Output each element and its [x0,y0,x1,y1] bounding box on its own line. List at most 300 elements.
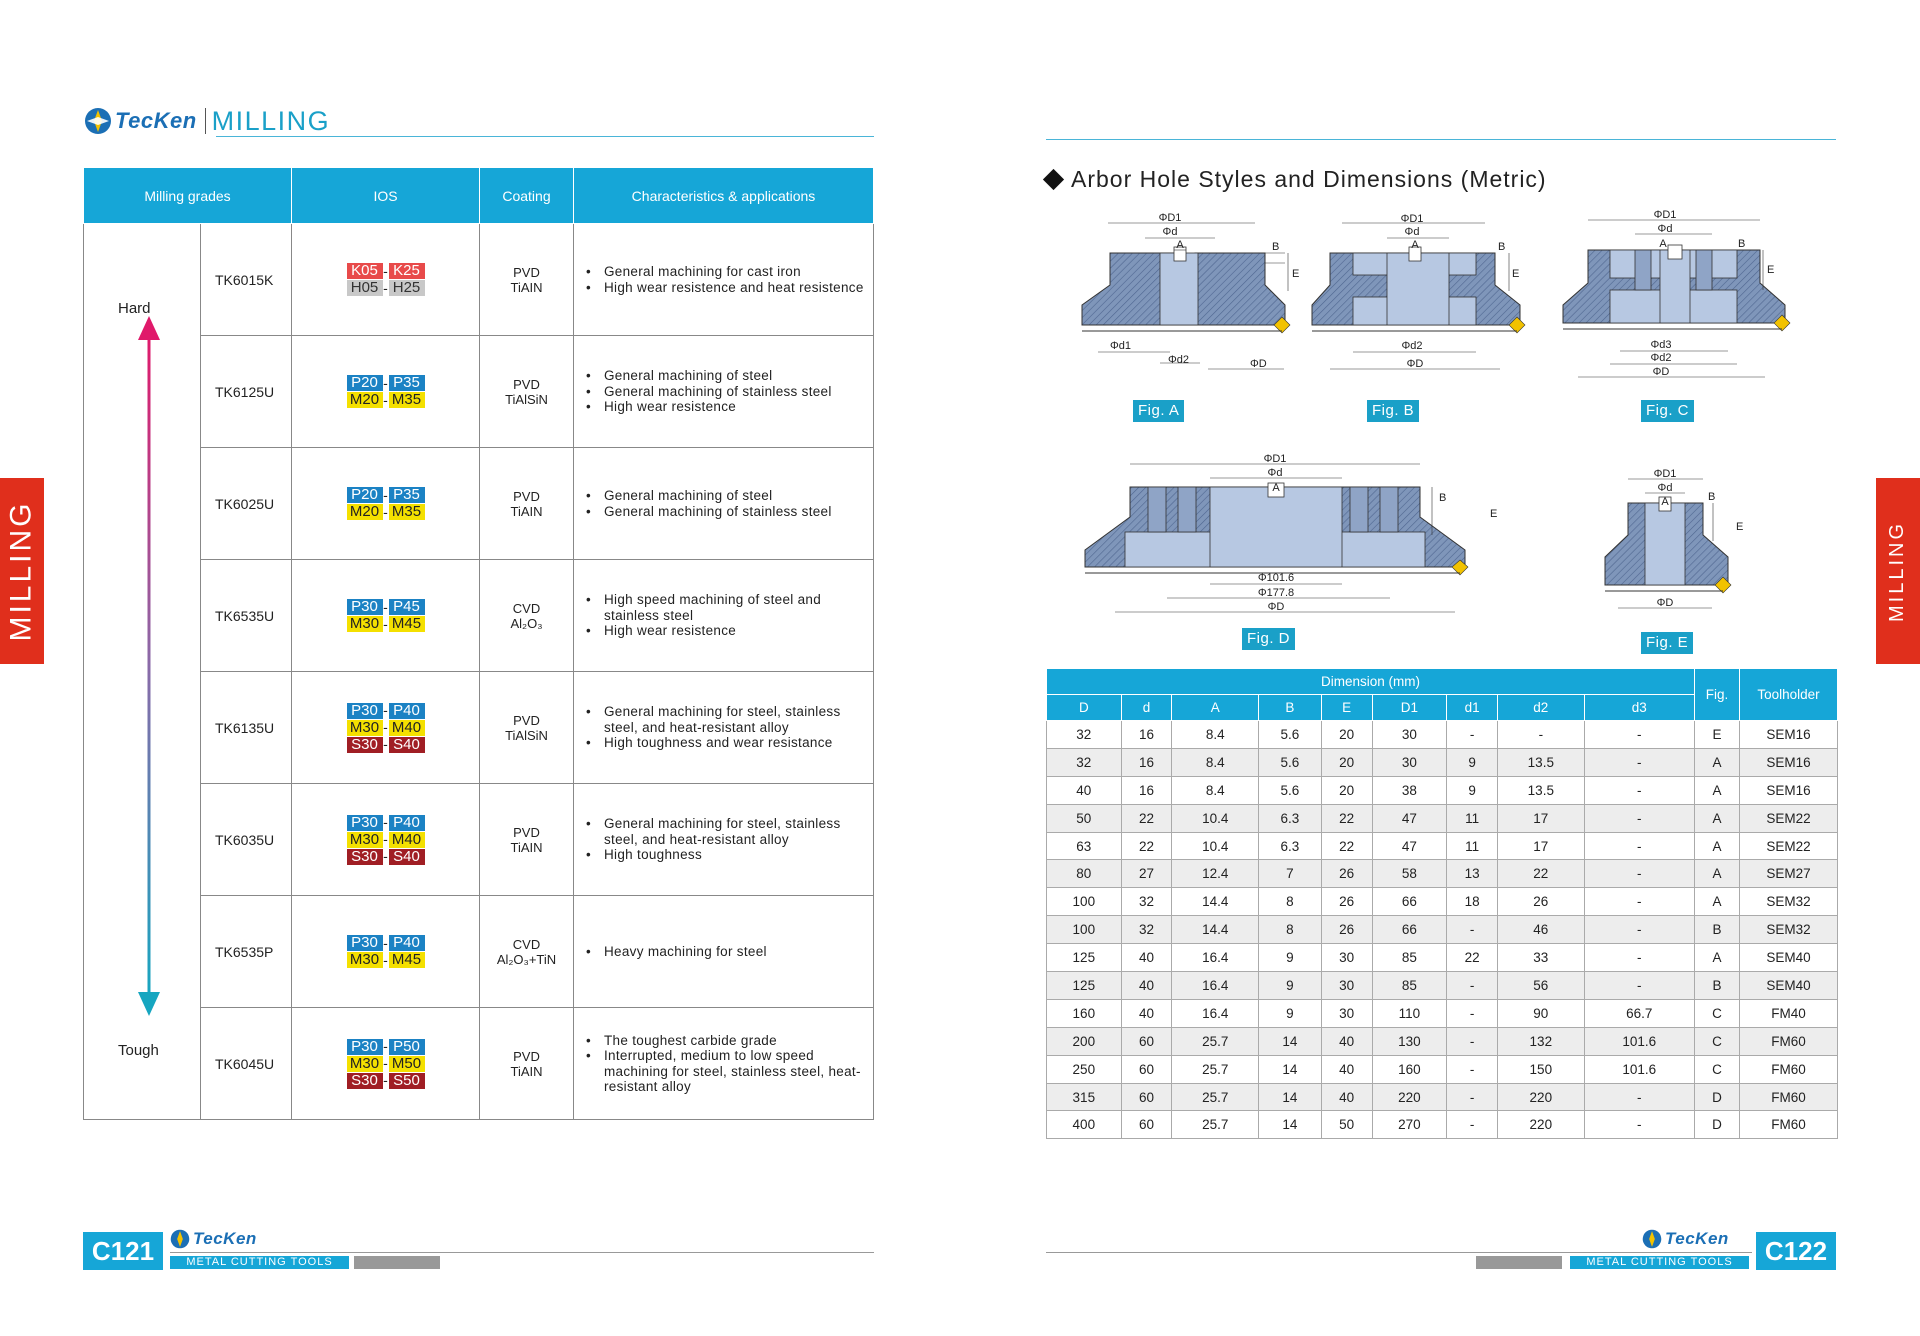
table-cell: 22 [1121,804,1172,832]
iso-range [292,375,479,392]
fig-a-d2: Φd2 [1168,354,1190,366]
table-cell: 14 [1259,1055,1322,1083]
table-cell: SEM32 [1740,916,1838,944]
iso-dash: - [383,814,388,830]
dim-col-header: d2 [1498,695,1585,721]
characteristic-item: • General machining of steel [584,368,867,384]
table-cell: 9 [1259,999,1322,1027]
coating-material: TiAlSiN [505,727,548,743]
table-cell: 30 [1321,999,1372,1027]
iso-dash: - [383,1038,388,1054]
coating-cell [480,336,574,448]
iso-to: S50 [389,1073,425,1089]
table-cell: 50 [1047,804,1122,832]
table-cell: 400 [1047,1111,1122,1139]
coating-material: TiAlSiN [505,391,548,407]
brand-name: TecKen [115,108,197,133]
table-cell: 85 [1372,972,1447,1000]
iso-from: S30 [347,1073,383,1089]
page-title: MILLING [211,105,331,136]
dim-col-header: E [1321,695,1372,721]
coating-type: CVD [512,936,541,952]
grade-row [84,896,874,1008]
iso-to: M50 [389,1056,425,1072]
table-cell: FM60 [1740,1055,1838,1083]
characteristic-item: • High wear resistence and heat resistence [584,280,867,296]
iso-range [292,736,479,753]
table-cell: FM60 [1740,1111,1838,1139]
table-cell: 20 [1321,748,1372,776]
fig-e-A: A [1661,496,1669,508]
iso-range [292,1055,479,1072]
hardness-scale [84,224,201,1120]
iso-dash: - [383,279,388,296]
characteristic-item: • General machining of stainless steel [584,504,867,520]
fig-d-177: Φ177.8 [1257,587,1295,599]
fig-b-d: Φd [1404,226,1420,238]
table-row [1047,748,1838,776]
table-cell: FM60 [1740,1027,1838,1055]
iso-range [292,935,479,952]
right-page-number: C122 [1756,1232,1836,1270]
table-cell: 10.4 [1172,832,1259,860]
table-cell: 100 [1047,888,1122,916]
coating-type: PVD [513,376,540,392]
right-side-tab [1876,478,1920,664]
fig-c-A: A [1659,238,1667,250]
table-cell: 150 [1498,1055,1585,1083]
dimension-group-header: Dimension (mm) [1047,669,1695,695]
coating-type: PVD [513,1048,540,1064]
table-cell: 40 [1121,999,1172,1027]
iso-cell [292,672,480,784]
table-cell: 56 [1498,972,1585,1000]
fig-d-drawing [1085,453,1497,613]
coating-cell [480,672,574,784]
right-footer-tagline: METAL CUTTING TOOLS [1570,1256,1749,1269]
iso-dash: - [383,934,388,951]
table-cell: 20 [1321,776,1372,804]
left-page-number: C121 [83,1232,163,1270]
characteristics-list [584,816,867,863]
iso-from: P30 [347,703,383,719]
table-cell: SEM16 [1740,748,1838,776]
table-cell: 60 [1121,1111,1172,1139]
fig-b-A: A [1411,239,1419,251]
right-footer-logo [1642,1229,1729,1249]
table-cell: D [1695,1111,1740,1139]
iso-to: S40 [389,849,425,865]
table-cell: 90 [1498,999,1585,1027]
iso-dash: - [383,391,388,408]
iso-to: P50 [389,1039,425,1055]
table-cell: 26 [1321,860,1372,888]
table-cell: 32 [1121,888,1172,916]
table-cell: 9 [1447,776,1498,804]
table-cell: 11 [1447,804,1498,832]
fig-c-label: Fig. C [1641,400,1694,422]
table-row [1047,832,1838,860]
iso-cell [292,560,480,672]
fig-c-D1: ΦD1 [1653,209,1677,221]
table-cell: 25.7 [1172,1027,1259,1055]
iso-from: M20 [347,504,383,520]
table-cell: - [1447,1111,1498,1139]
table-row [1047,1111,1838,1139]
table-cell: 8 [1259,916,1322,944]
dim-col-header: A [1172,695,1259,721]
table-cell: SEM27 [1740,860,1838,888]
fig-a-d: Φd [1162,226,1178,238]
table-cell: SEM22 [1740,832,1838,860]
table-cell: 100 [1047,916,1122,944]
table-cell: 30 [1372,748,1447,776]
table-cell: 33 [1498,944,1585,972]
iso-dash: - [383,719,388,735]
iso-dash: - [383,736,388,752]
table-cell: B [1695,972,1740,1000]
footer-logo-icon [1642,1229,1662,1249]
table-cell: - [1447,1083,1498,1111]
fig-b-B: B [1498,241,1506,253]
fig-b-drawing [1312,213,1525,370]
coating-type: PVD [513,712,540,728]
table-cell: 8.4 [1172,776,1259,804]
iso-from: P30 [347,1039,383,1055]
iso-range [292,280,479,297]
table-cell: 66.7 [1584,999,1694,1027]
grade-row [84,336,874,448]
characteristic-item: • The toughest carbide grade [584,1033,867,1049]
table-cell: - [1584,916,1694,944]
table-cell: 47 [1372,804,1447,832]
table-cell: 315 [1047,1083,1122,1111]
fig-e-label: Fig. E [1641,632,1693,654]
table-cell: 26 [1321,916,1372,944]
characteristic-item: • General machining for steel, stainless steel, and heat-resistant alloy [584,816,867,847]
iso-from: M30 [347,1056,383,1072]
characteristic-item: • High wear resistence [584,399,867,415]
table-cell: - [1447,999,1498,1027]
table-cell: 16.4 [1172,972,1259,1000]
fig-c-d: Φd [1657,223,1673,235]
table-cell: 16 [1121,776,1172,804]
table-cell: 66 [1372,916,1447,944]
coating-type: PVD [513,264,540,280]
table-cell: 26 [1498,888,1585,916]
right-footer-gray-bar [1476,1256,1562,1269]
table-cell: 110 [1372,999,1447,1027]
table-cell: 40 [1321,1055,1372,1083]
table-cell: 160 [1047,999,1122,1027]
fig-e-E: E [1736,521,1744,533]
fig-e-D: ΦD [1656,597,1674,609]
table-cell: 9 [1447,748,1498,776]
table-cell: 17 [1498,832,1585,860]
table-cell: 22 [1321,832,1372,860]
table-cell: C [1695,1027,1740,1055]
grade-row [84,448,874,560]
fig-e-d: Φd [1657,482,1673,494]
iso-to: P40 [389,815,425,831]
table-cell: 200 [1047,1027,1122,1055]
characteristic-item: • Heavy machining for steel [584,944,867,960]
fig-a-D: ΦD [1250,358,1267,370]
right-side-tab-label: MILLING [1886,520,1909,622]
table-cell: E [1695,721,1740,749]
table-cell: A [1695,748,1740,776]
iso-to: M40 [389,720,425,736]
fig-c-d3: Φd3 [1650,339,1672,351]
table-cell: D [1695,1083,1740,1111]
grade-name: TK6035U [201,784,292,896]
coating-material: TiAIN [510,839,543,855]
characteristics-cell [574,672,874,784]
table-row [1047,972,1838,1000]
table-cell: - [1584,888,1694,916]
grade-row [84,224,874,336]
coating-type: PVD [513,824,540,840]
iso-range [292,1072,479,1089]
iso-from: M30 [347,832,383,848]
table-cell: 16.4 [1172,999,1259,1027]
iso-from: H05 [347,280,383,296]
iso-from: P20 [347,487,383,503]
left-side-tab-label: MILLING [5,500,38,642]
characteristics-cell [574,336,874,448]
iso-dash: - [383,1072,388,1088]
diamond-bullet-icon [1043,169,1064,190]
coating-type: PVD [513,488,540,504]
dim-col-header: D1 [1372,695,1447,721]
iso-range [292,702,479,719]
iso-from: P30 [347,935,383,951]
left-header-rule [216,136,874,137]
iso-from: K05 [347,263,383,279]
left-side-tab [0,478,44,664]
fig-e-B: B [1708,491,1716,503]
fig-d-D1: ΦD1 [1263,453,1287,465]
table-cell: A [1695,776,1740,804]
table-cell: 6.3 [1259,832,1322,860]
grade-name: TK6025U [201,448,292,560]
brand-logo-icon [84,107,112,135]
table-cell: 14.4 [1172,916,1259,944]
table-cell: SEM22 [1740,804,1838,832]
iso-from: M20 [347,392,383,408]
iso-to: M35 [389,392,425,408]
hard-label: Hard [118,300,151,317]
table-cell: A [1695,888,1740,916]
iso-to: H25 [389,280,425,296]
iso-from: S30 [347,737,383,753]
table-cell: 60 [1121,1027,1172,1055]
table-cell: - [1447,1027,1498,1055]
iso-dash: - [383,831,388,847]
left-footer-rule [170,1252,874,1253]
iso-to: P40 [389,703,425,719]
iso-range [292,1038,479,1055]
iso-range [292,616,479,633]
grade-name: TK6045U [201,1008,292,1120]
grade-row [84,672,874,784]
characteristics-cell [574,448,874,560]
table-cell: 30 [1372,721,1447,749]
iso-to: M45 [389,952,425,968]
iso-dash: - [383,503,388,520]
dim-col-header: d [1121,695,1172,721]
table-cell: - [1447,1055,1498,1083]
fig-d-B: B [1439,492,1447,504]
coating-cell [480,784,574,896]
characteristics-cell [574,224,874,336]
footer-brand-name: TecKen [193,1229,257,1248]
coating-cell [480,560,574,672]
coating-type: CVD [512,600,541,616]
table-cell: 14 [1259,1111,1322,1139]
dim-col-header: d1 [1447,695,1498,721]
coating-material: Al₂O₃ [510,615,543,631]
fig-e-drawing [1605,468,1743,609]
table-cell: 8.4 [1172,721,1259,749]
iso-from: M30 [347,616,383,632]
iso-dash: - [383,486,388,503]
coating-material: TiAIN [510,1063,543,1079]
characteristics-list [584,264,867,295]
grade-name: TK6125U [201,336,292,448]
table-cell: 26 [1321,888,1372,916]
characteristic-item: • High toughness [584,847,867,863]
characteristic-item: • General machining of steel [584,488,867,504]
iso-range [292,719,479,736]
col-characteristics: Characteristics & applications [574,168,874,224]
table-cell: 220 [1372,1083,1447,1111]
fig-c-D: ΦD [1652,366,1670,378]
table-cell: 7 [1259,860,1322,888]
table-row [1047,860,1838,888]
table-cell: 46 [1498,916,1585,944]
iso-cell [292,1008,480,1120]
table-cell: FM60 [1740,1083,1838,1111]
characteristic-item: • General machining for steel, stainless steel, and heat-resistant alloy [584,704,867,735]
grade-name: TK6135U [201,672,292,784]
dimensions-table [1046,668,1838,1139]
table-cell: SEM32 [1740,888,1838,916]
table-cell: - [1584,776,1694,804]
table-cell: 60 [1121,1083,1172,1111]
iso-to: P35 [389,375,425,391]
col-coating: Coating [480,168,574,224]
iso-dash: - [383,702,388,718]
left-footer-gray-bar [354,1256,440,1269]
table-cell: 125 [1047,944,1122,972]
characteristic-item: • General machining for cast iron [584,264,867,280]
characteristic-item: • Interrupted, medium to low speed machining for steel, stainless steel, heat-resistant alloy [584,1048,867,1095]
table-cell: - [1584,944,1694,972]
characteristics-cell [574,896,874,1008]
iso-cell [292,448,480,560]
table-cell: 30 [1321,972,1372,1000]
table-cell: 11 [1447,832,1498,860]
iso-from: S30 [347,849,383,865]
iso-from: P30 [347,599,383,615]
table-cell: - [1584,860,1694,888]
iso-cell [292,224,480,336]
characteristic-item: • General machining of stainless steel [584,384,867,400]
left-header [84,106,330,136]
iso-from: M30 [347,952,383,968]
table-cell: 9 [1259,944,1322,972]
table-cell: 16.4 [1172,944,1259,972]
iso-to: M45 [389,616,425,632]
characteristics-cell [574,560,874,672]
table-cell: - [1584,1111,1694,1139]
footer-logo-icon [170,1229,190,1249]
table-cell: - [1584,804,1694,832]
table-cell: 20 [1321,721,1372,749]
coating-material: TiAIN [510,503,543,519]
table-cell: - [1498,721,1585,749]
table-cell: SEM40 [1740,944,1838,972]
table-cell: B [1695,916,1740,944]
table-cell: 25.7 [1172,1111,1259,1139]
coating-material: TiAIN [510,279,543,295]
table-row [1047,721,1838,749]
right-footer-rule [1046,1252,1752,1253]
iso-dash: - [383,262,388,279]
table-cell: 40 [1321,1083,1372,1111]
characteristics-list [584,944,867,960]
table-cell: 32 [1121,916,1172,944]
characteristics-list [584,368,867,415]
table-cell: 58 [1372,860,1447,888]
table-cell: 5.6 [1259,748,1322,776]
table-cell: 14.4 [1172,888,1259,916]
iso-cell [292,336,480,448]
left-footer-logo [170,1229,257,1249]
fig-b-label: Fig. B [1367,400,1419,422]
table-cell: 12.4 [1172,860,1259,888]
table-cell: - [1584,748,1694,776]
table-row [1047,776,1838,804]
iso-cell [292,784,480,896]
fig-a-B: B [1272,241,1280,253]
dim-col-header: B [1259,695,1322,721]
iso-range [292,848,479,865]
table-cell: - [1447,972,1498,1000]
table-cell: 80 [1047,860,1122,888]
table-cell: 132 [1498,1027,1585,1055]
iso-range [292,392,479,409]
table-cell: 14 [1259,1083,1322,1111]
section-title [1046,166,1547,193]
table-cell: 50 [1321,1111,1372,1139]
table-cell: 60 [1121,1055,1172,1083]
tough-label: Tough [118,1042,159,1059]
table-cell: 13.5 [1498,748,1585,776]
coating-material: Al₂O₃+TiN [496,951,557,967]
table-cell: 13 [1447,860,1498,888]
fig-b-d2: Φd2 [1401,340,1423,352]
iso-range [292,504,479,521]
table-cell: 101.6 [1584,1027,1694,1055]
iso-to: P40 [389,935,425,951]
table-cell: 85 [1372,944,1447,972]
table-cell: 17 [1498,804,1585,832]
table-cell: 125 [1047,972,1122,1000]
table-cell: 16 [1121,721,1172,749]
fig-a-drawing [1082,212,1299,370]
